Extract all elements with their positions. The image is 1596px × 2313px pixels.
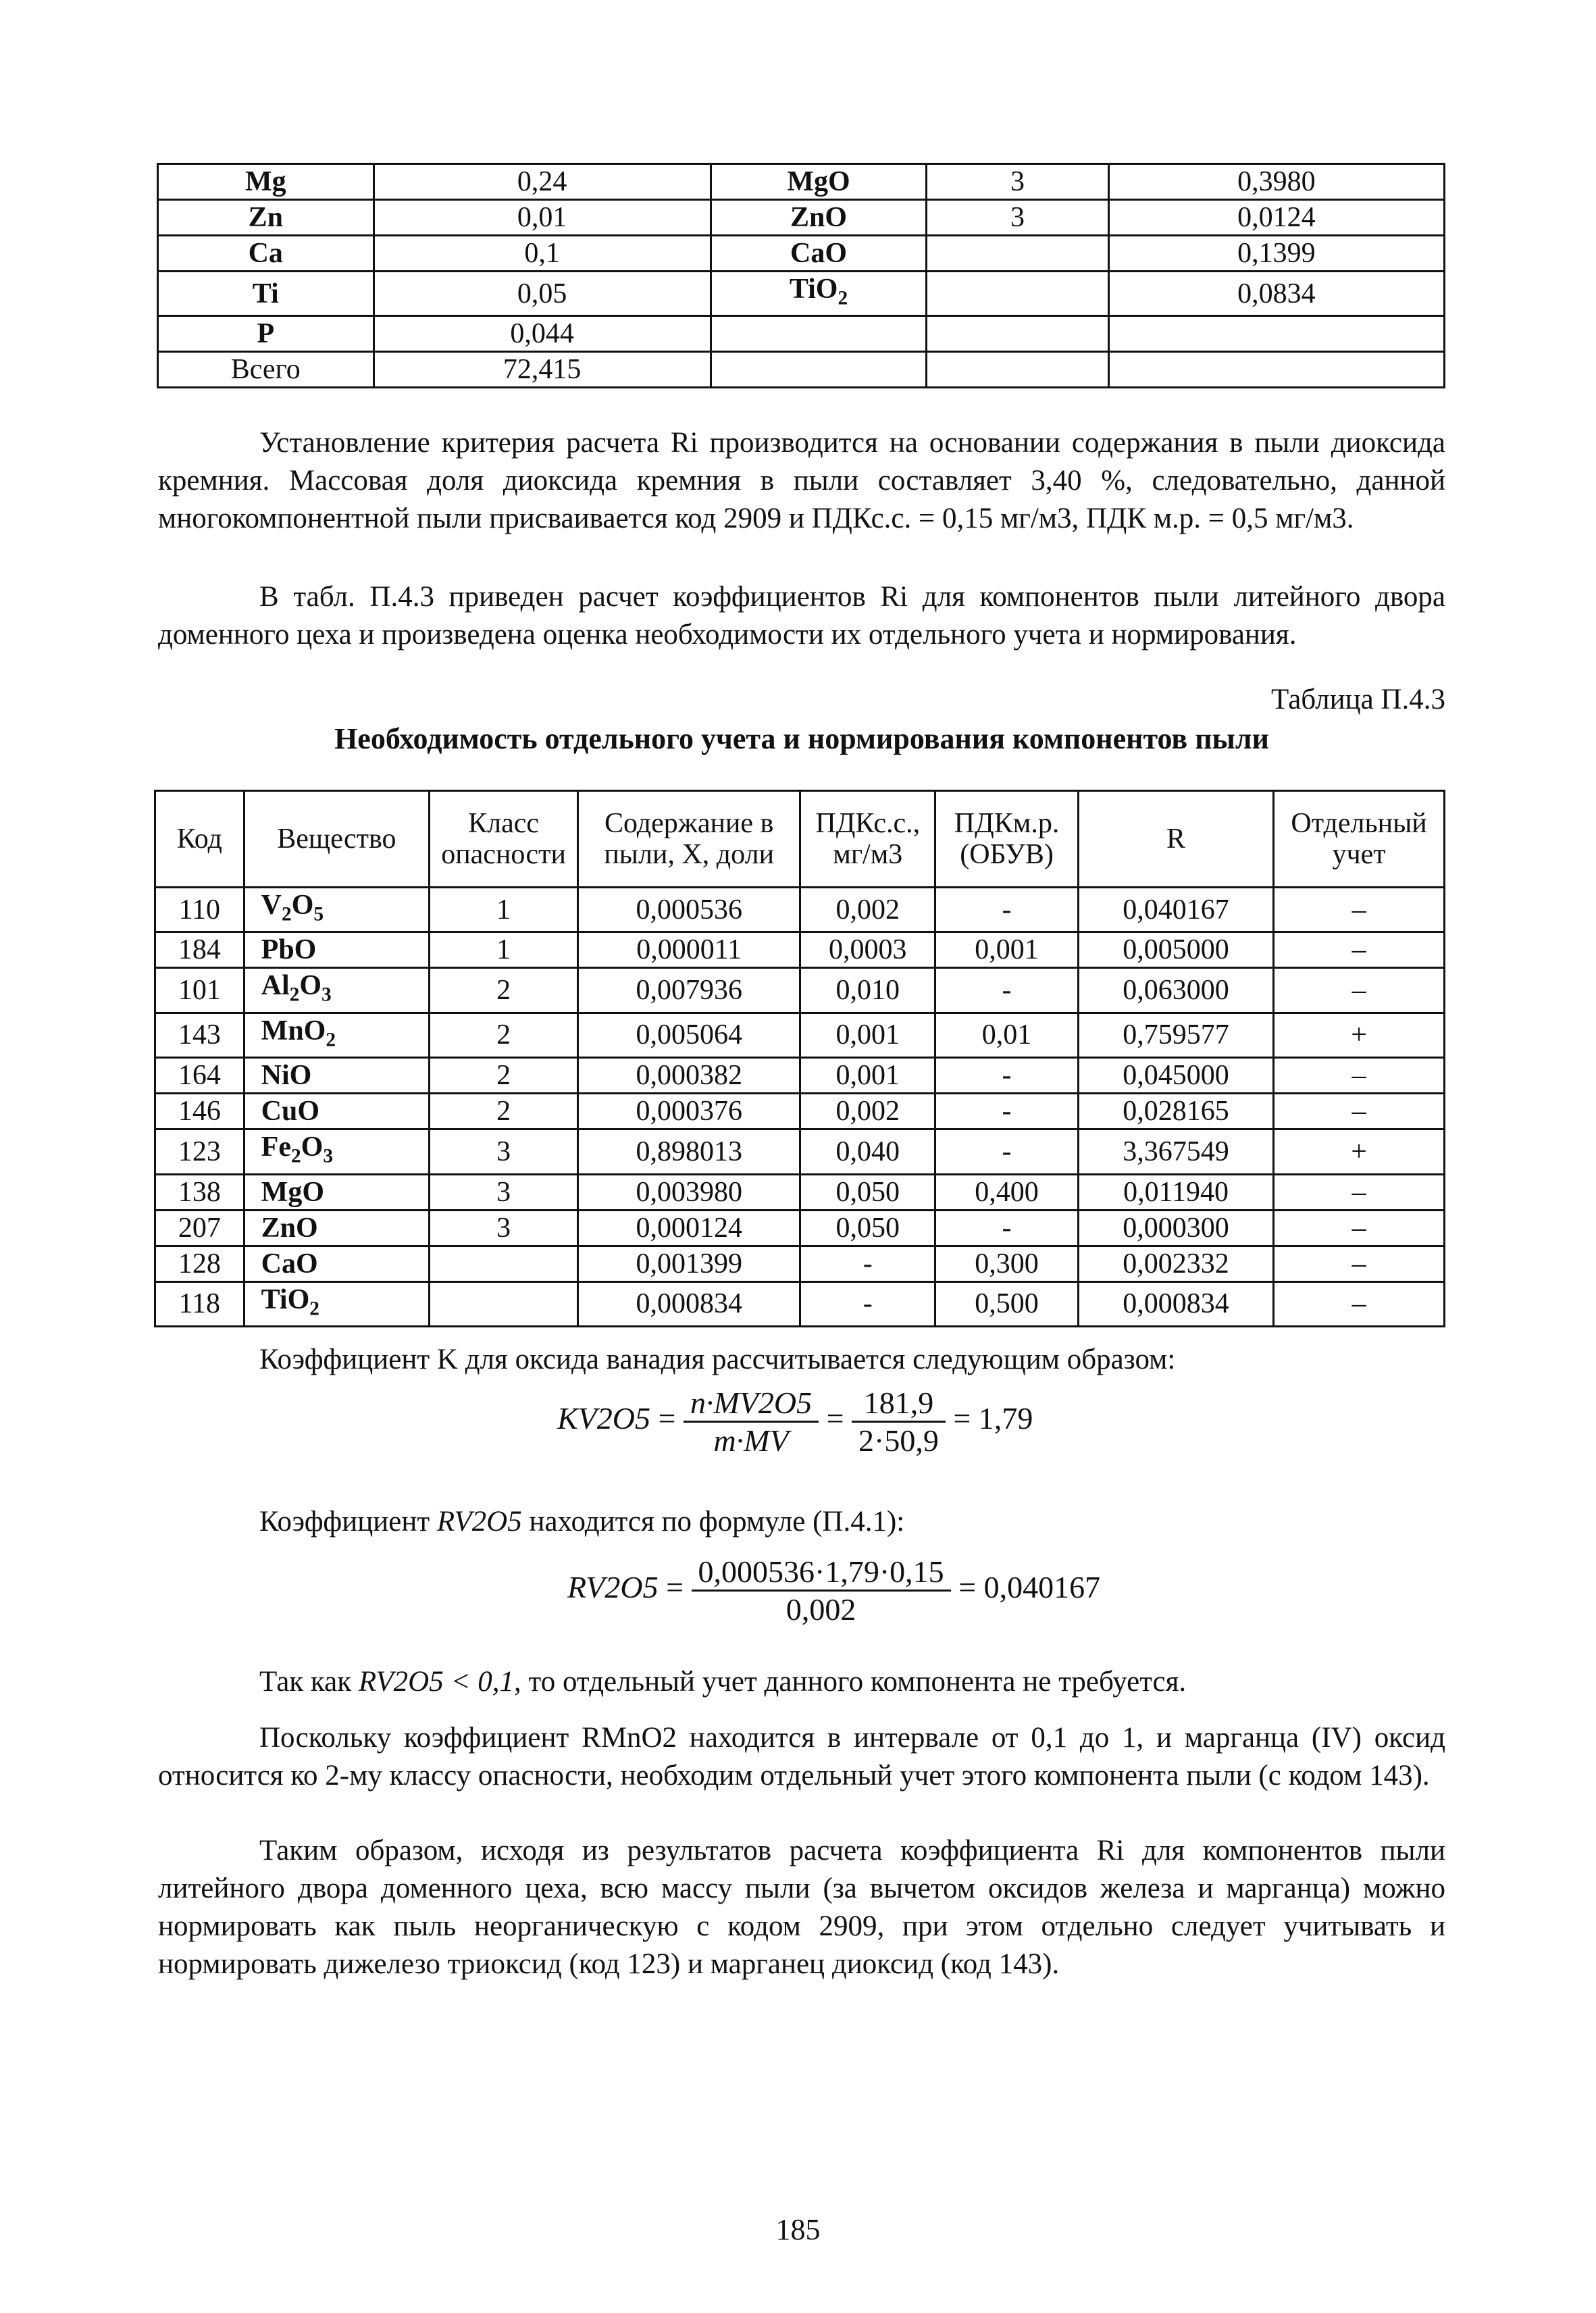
table2-cell: 0,500 — [935, 1281, 1079, 1326]
table-title: Необходимость отдельного учета и нормирования компонентов пыли — [334, 722, 1269, 755]
formula-r-den: 0,002 — [786, 1592, 856, 1627]
table2-cell: - — [935, 888, 1079, 932]
table1-cell: 0,3980 — [1108, 164, 1444, 200]
table1-cell — [1108, 316, 1444, 352]
formula-k: KV2O5 = $\frac{n\cdot MV2O5}{m\cdot MV}$ = $\frac{181,9}{2\cdot 50,9}$ = 1,79 — [557, 1386, 1033, 1458]
paragraph-conclusion-b: , то отдельный учет данного компонента не требуется. — [513, 1666, 1187, 1698]
table2-cell: 3 — [430, 1210, 578, 1246]
table2-header-cell: Содержание в пыли, X, доли — [578, 791, 800, 888]
table2-header-cell: Вещество — [244, 791, 429, 888]
table1-cell: 3 — [927, 200, 1108, 236]
substance-cell: TiO$_2$ — [244, 1281, 429, 1326]
substance-cell: CuO — [244, 1094, 429, 1129]
table2-cell: – — [1274, 1210, 1445, 1246]
paragraph-r-intro-b: находится по формуле (П.4.1): — [529, 1506, 905, 1537]
table2-row — [155, 932, 1445, 968]
table2-cell: 0,300 — [935, 1246, 1079, 1281]
table2-cell: 2 — [430, 1058, 578, 1094]
table2-cell: – — [1274, 932, 1445, 968]
table1-cell: ZnO — [711, 200, 927, 236]
table1-cell: MgO — [711, 164, 927, 200]
table2-cell: – — [1274, 1246, 1445, 1281]
table2-cell: 2 — [430, 968, 578, 1013]
table2-cell: 118 — [155, 1281, 244, 1326]
table2-cell: + — [1274, 1129, 1445, 1174]
table1-cell: Zn — [158, 200, 374, 236]
formula-k-den1: m·MV — [713, 1423, 789, 1458]
formula-r-result: = 0,040167 — [958, 1570, 1101, 1605]
formula-k-result: = 1,79 — [953, 1401, 1033, 1436]
table2-cell: 138 — [155, 1174, 244, 1210]
table2-cell: 0,028165 — [1078, 1094, 1273, 1129]
table2-cell: 3 — [430, 1129, 578, 1174]
paragraph-conclusion-v2o5 — [158, 1663, 1445, 1701]
table2-cell: 0,000382 — [578, 1058, 800, 1094]
table1-cell: TiO$_2$ — [711, 272, 927, 316]
table2-cell: 0,000536 — [578, 888, 800, 932]
table1-row — [158, 164, 1445, 200]
table2-cell: – — [1274, 1094, 1445, 1129]
table2-row — [155, 1281, 1445, 1326]
paragraph-r-intro — [158, 1503, 1445, 1541]
table1-cell — [927, 352, 1108, 388]
formula-k-fraction-symbolic — [684, 1385, 819, 1458]
table1-cell: CaO — [711, 236, 927, 272]
paragraph-conclusion-symbol: RV2O5 < 0,1 — [358, 1666, 514, 1698]
paragraph-criterion: Установление критерия расчета Ri производится на основании содержания в пыли диоксида кремния. Массовая доля диоксида кремния в пыли составляет 3,40 %, следовательно, данной многокомпонентной пыли присваивается код 2909 и ПДКс.с. = 0,15 мг/м3, ПДК м.р. = 0,5 мг/м3. — [158, 427, 1445, 534]
table1-cell: 3 — [927, 164, 1108, 200]
table1-cell: 0,044 — [374, 316, 711, 352]
table1-cell: Всего — [158, 352, 374, 388]
formula-k-den2: 2·50,9 — [858, 1423, 939, 1458]
table2-cell: 0,050 — [800, 1174, 935, 1210]
formula-k-num1: n·MV2O5 — [684, 1385, 819, 1423]
table1-cell — [1108, 352, 1444, 388]
table2-cell: 0,000300 — [1078, 1210, 1273, 1246]
table2-cell: 0,063000 — [1078, 968, 1273, 1013]
table2-cell: - — [935, 1094, 1079, 1129]
table2-cell: 0,01 — [935, 1013, 1079, 1057]
composition-table-continued — [157, 163, 1445, 388]
table2-cell: 0,898013 — [578, 1129, 800, 1174]
table1-cell — [711, 352, 927, 388]
table2-cell: + — [1274, 1013, 1445, 1057]
table2-cell: 0,000376 — [578, 1094, 800, 1129]
paragraph-r-intro-symbol: RV2O5 — [436, 1506, 522, 1537]
table1-cell: 0,24 — [374, 164, 711, 200]
table2-cell: 0,050 — [800, 1210, 935, 1246]
table1-row — [158, 316, 1445, 352]
table1-cell — [927, 236, 1108, 272]
table2-cell: 0,001 — [935, 932, 1079, 968]
table2-cell: 0,0003 — [800, 932, 935, 968]
table1-cell: 0,1399 — [1108, 236, 1444, 272]
table2-cell: - — [800, 1281, 935, 1326]
table2-cell: 3,367549 — [1078, 1129, 1273, 1174]
substance-cell: $V_2O_5$ — [244, 888, 429, 932]
table2-row — [155, 888, 1445, 932]
table2-cell: 0,002 — [800, 888, 935, 932]
table2-cell: – — [1274, 1058, 1445, 1094]
table2-cell: 2 — [430, 1013, 578, 1057]
table2-cell: 0,005064 — [578, 1013, 800, 1057]
table2-cell: 143 — [155, 1013, 244, 1057]
table2-cell: - — [935, 1058, 1079, 1094]
paragraph-k-intro: Коэффициент K для оксида ванадия рассчитывается следующим образом: — [259, 1344, 1176, 1375]
substance-cell: $Fe_2O_3$ — [244, 1129, 429, 1174]
table2-cell: 1 — [430, 888, 578, 932]
table1-cell: 0,0834 — [1108, 272, 1444, 316]
substance-cell: PbO — [244, 932, 429, 968]
substance-cell: CaO — [244, 1246, 429, 1281]
paragraph-summary: Таким образом, исходя из результатов расчета коэффициента Ri для компонентов пыли литейного двора доменного цеха, всю массу пыли (за вычетом оксидов железа и марганца) можно нормировать как пыль неорганическую с кодом 2909, при этом отдельно следует учитывать и нормировать дижелезо триоксид (код 123) и марганец диоксид (код 143). — [158, 1835, 1445, 1980]
substance-cell: $Al_2O_3$ — [244, 968, 429, 1013]
table2-row — [155, 1094, 1445, 1129]
substance-cell: MgO — [244, 1174, 429, 1210]
table1-cell: 0,0124 — [1108, 200, 1444, 236]
formula-r-fraction — [692, 1554, 951, 1627]
table2-cell: 0,010 — [800, 968, 935, 1013]
table2-cell: 128 — [155, 1246, 244, 1281]
paragraph-conclusion-a: Так как — [259, 1666, 352, 1698]
table2-row — [155, 1058, 1445, 1094]
table2-cell: 0,001 — [800, 1058, 935, 1094]
table2-cell: 0,001399 — [578, 1246, 800, 1281]
formula-r-num: 0,000536·1,79·0,15 — [692, 1554, 951, 1592]
paragraph-table-intro: В табл. П.4.3 приведен расчет коэффициентов Ri для компонентов пыли литейного двора доменного цеха и произведена оценка необходимости их отдельного учета и нормирования. — [158, 581, 1445, 651]
table2-header-cell: Код — [155, 791, 244, 888]
table2-row — [155, 1013, 1445, 1057]
table2-cell: - — [935, 1210, 1079, 1246]
table2-cell: 0,040167 — [1078, 888, 1273, 932]
table2-cell: – — [1274, 1281, 1445, 1326]
table2-cell: – — [1274, 1174, 1445, 1210]
table2-row — [155, 1129, 1445, 1174]
formula-k-lhs: KV2O5 — [557, 1401, 650, 1436]
table2-cell: - — [935, 1129, 1079, 1174]
table1-row — [158, 352, 1445, 388]
table1-row — [158, 236, 1445, 272]
table2-cell: 146 — [155, 1094, 244, 1129]
formula-r-lhs: RV2O5 — [567, 1570, 659, 1605]
table2-row — [155, 968, 1445, 1013]
table2-cell: 0,000834 — [1078, 1281, 1273, 1326]
table2-cell: 0,003980 — [578, 1174, 800, 1210]
table1-cell — [711, 316, 927, 352]
table2-header-cell: Отдельный учет — [1274, 791, 1445, 888]
table2-cell: 0,045000 — [1078, 1058, 1273, 1094]
table1-cell — [927, 272, 1108, 316]
table-label: Таблица П.4.3 — [1271, 684, 1445, 715]
formula-r: RV2O5 = $\frac{0,000536\cdot 1,79\cdot 0,15}{0,002}$ = 0,040167 — [567, 1554, 1101, 1627]
table1-cell: Ti — [158, 272, 374, 316]
table1-cell — [927, 316, 1108, 352]
table2-cell: 0,000124 — [578, 1210, 800, 1246]
table2-header-cell: Класс опасности — [430, 791, 578, 888]
table2-cell: 0,005000 — [1078, 932, 1273, 968]
table2-cell: 123 — [155, 1129, 244, 1174]
components-table — [154, 790, 1445, 1327]
table2-cell: 207 — [155, 1210, 244, 1246]
table2-cell: 3 — [430, 1174, 578, 1210]
table2-cell: 101 — [155, 968, 244, 1013]
table2-cell: – — [1274, 968, 1445, 1013]
table1-row — [158, 200, 1445, 236]
table2-cell: 164 — [155, 1058, 244, 1094]
table2-cell: 2 — [430, 1094, 578, 1129]
table2-cell: 0,001 — [800, 1013, 935, 1057]
table1-cell: Ca — [158, 236, 374, 272]
table2-cell: 0,000011 — [578, 932, 800, 968]
table2-cell: 1 — [430, 932, 578, 968]
paragraph-mno2: Поскольку коэффициент RMnO2 находится в интервале от 0,1 до 1, и марганца (IV) оксид относится ко 2-му классу опасности, необходим отдельный учет этого компонента пыли (с кодом 143). — [158, 1722, 1445, 1791]
table1-cell: 0,1 — [374, 236, 711, 272]
table2-cell: 184 — [155, 932, 244, 968]
table2-cell: 0,400 — [935, 1174, 1079, 1210]
table2-cell: 0,040 — [800, 1129, 935, 1174]
table2-header-cell: ПДКм.р. (ОБУВ) — [935, 791, 1079, 888]
table2-header-cell: ПДКс.с., мг/м3 — [800, 791, 935, 888]
table2-header-cell: R — [1078, 791, 1273, 888]
table2-cell — [430, 1246, 578, 1281]
table2-row — [155, 1210, 1445, 1246]
table2-row — [155, 1246, 1445, 1281]
table1-cell: 0,05 — [374, 272, 711, 316]
table1-cell: 72,415 — [374, 352, 711, 388]
table2-cell: 0,000834 — [578, 1281, 800, 1326]
table1-cell: P — [158, 316, 374, 352]
substance-cell: ZnO — [244, 1210, 429, 1246]
substance-cell: MnO$_2$ — [244, 1013, 429, 1057]
table2-cell: 0,002332 — [1078, 1246, 1273, 1281]
table2-cell — [430, 1281, 578, 1326]
table2-cell: 0,759577 — [1078, 1013, 1273, 1057]
table2-cell: 0,011940 — [1078, 1174, 1273, 1210]
page-number: 185 — [775, 2213, 821, 2246]
table2-cell: - — [800, 1246, 935, 1281]
table2-cell: – — [1274, 888, 1445, 932]
table1-row — [158, 272, 1445, 316]
table2-row — [155, 1174, 1445, 1210]
table1-cell: 0,01 — [374, 200, 711, 236]
formula-k-fraction-numeric — [852, 1385, 946, 1458]
table2-cell: 0,007936 — [578, 968, 800, 1013]
formula-k-num2: 181,9 — [852, 1385, 946, 1423]
table2-cell: 0,002 — [800, 1094, 935, 1129]
table2-cell: - — [935, 968, 1079, 1013]
table1-cell: Mg — [158, 164, 374, 200]
substance-cell: NiO — [244, 1058, 429, 1094]
table2-cell: 110 — [155, 888, 244, 932]
paragraph-r-intro-a: Коэффициент — [259, 1506, 430, 1537]
